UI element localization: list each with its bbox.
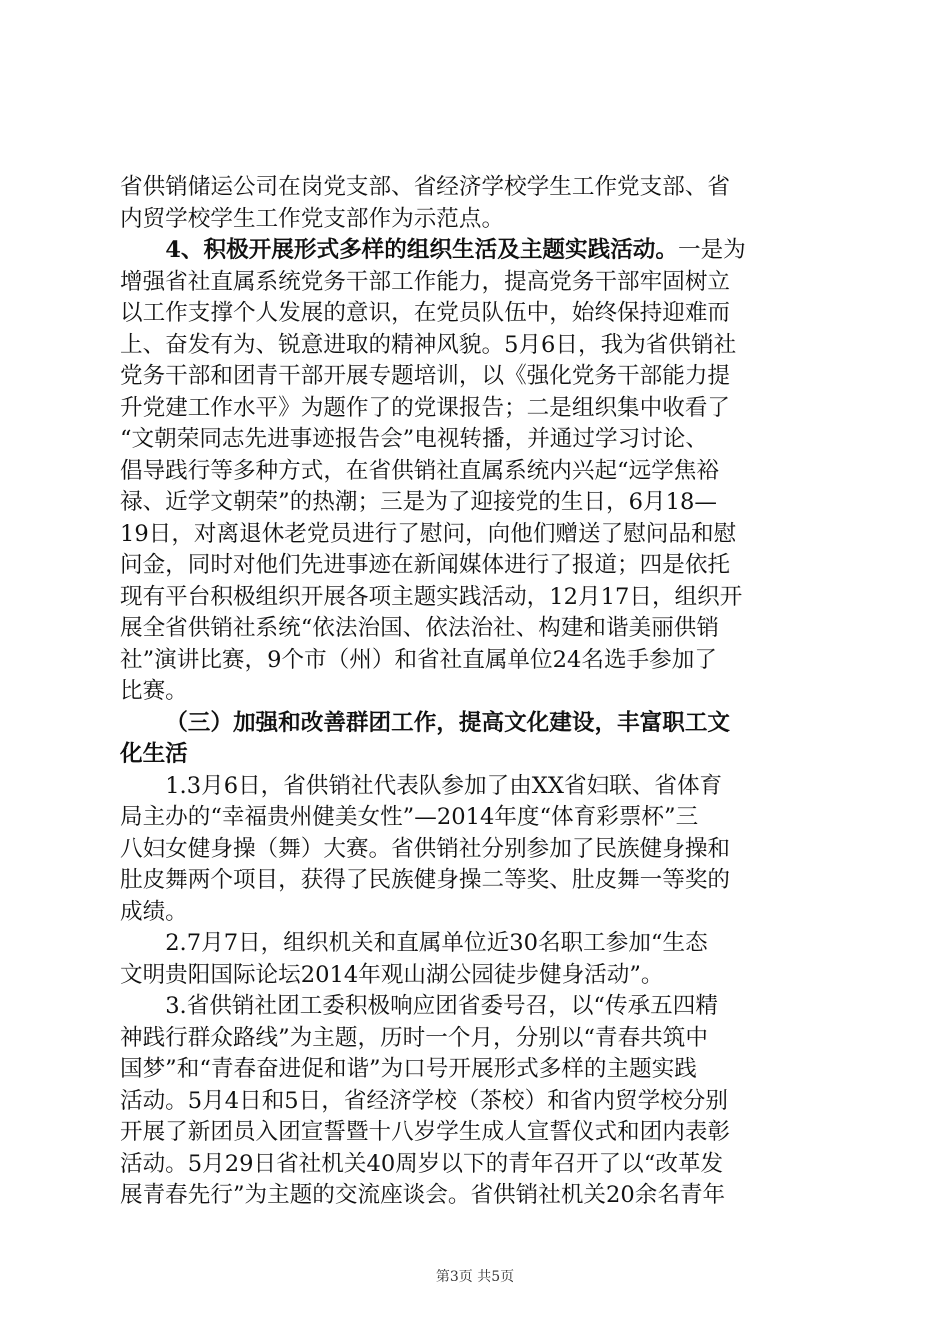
text-line [120, 298, 832, 330]
body-text: 倡导践行等多种方式，在省供销社直属系统内兴起“远学焦裕 [120, 457, 719, 484]
body-text: 2.7月7日，组织机关和直属单位近30名职工参加“生态 [165, 930, 708, 956]
body-text: 一是为 [677, 237, 746, 263]
text-line [120, 960, 832, 992]
body-text: 现有平台积极组织开展各项主题实践活动，12月17日，组织开 [120, 583, 743, 610]
text-line [120, 267, 832, 299]
text-line [120, 235, 832, 267]
body-text: 文明贵阳国际论坛2014年观山湖公园徒步健身活动”。 [120, 961, 664, 988]
body-text: 开展了新团员入团宣誓暨十八岁学生成人宣誓仪式和团内表彰 [120, 1119, 731, 1145]
document-body [120, 172, 832, 1212]
body-text: 上、奋发有为、锐意进取的精神风貌。5月6日，我为省供销社 [120, 331, 737, 358]
body-text: 比赛。 [120, 678, 188, 704]
body-text: 3.省供销社团工委积极响应团省委号召，以“传承五四精 [165, 993, 718, 1019]
text-line [120, 361, 832, 393]
text-line [120, 1054, 832, 1086]
body-text: 局主办的“幸福贵州健美女性”—2014年度“体育彩票杯”三 [120, 804, 699, 830]
page-footer [0, 1268, 950, 1286]
body-text: 展全省供销社系统“依法治国、依法治社、构建和谐美丽供销 [120, 615, 719, 641]
body-text: 禄、近学文朝荣”的热潮；三是为了迎接党的生日，6月18— [120, 489, 717, 515]
text-line [120, 1117, 832, 1149]
text-line [120, 928, 832, 960]
body-text: 神践行群众路线”为主题，历时一个月，分别以“青春共筑中 [120, 1024, 708, 1051]
text-line [120, 204, 832, 236]
body-text: 八妇女健身操（舞）大赛。省供销社分别参加了民族健身操和 [120, 835, 731, 862]
text-line [120, 897, 832, 929]
body-text: 展青春先行”为主题的交流座谈会。省供销社机关20余名青年 [120, 1182, 726, 1208]
body-text: 肚皮舞两个项目，获得了民族健身操二等奖、肚皮舞一等奖的 [120, 867, 731, 893]
text-line [120, 1180, 832, 1212]
body-text: “文朝荣同志先进事迹报告会”电视转播，并通过学习讨论、 [120, 426, 708, 452]
text-line [120, 456, 832, 488]
text-line [120, 771, 832, 803]
text-line [120, 991, 832, 1023]
text-line [120, 802, 832, 834]
body-text: 升党建工作水平》为题作了的党课报告；二是组织集中收看了 [120, 394, 731, 421]
body-text: 省供销储运公司在岗党支部、省经济学校学生工作党支部、省 [120, 174, 731, 200]
bold-text: 4、积极开展形式多样的组织生活及主题实践活动。 [165, 237, 678, 263]
body-text: 增强省社直属系统党务干部工作能力，提高党务干部牢固树立 [120, 268, 731, 295]
text-line [120, 1023, 832, 1055]
body-text: 党务干部和团青干部开展专题培训，以《强化党务干部能力提 [120, 363, 731, 389]
text-line [120, 393, 832, 425]
page-number: 第3页 共5页 [435, 1269, 515, 1285]
body-text: 活动。5月4日和5日，省经济学校（茶校）和省内贸学校分别 [120, 1087, 728, 1114]
body-text: 1.3月6日，省供销社代表队参加了由XX省妇联、省体育 [165, 772, 723, 799]
text-line [120, 1086, 832, 1118]
text-line [120, 550, 832, 582]
body-text: 成绩。 [120, 898, 188, 925]
text-line [120, 739, 832, 771]
text-line [120, 330, 832, 362]
body-text: 国梦”和“青春奋进促和谐”为口号开展形式多样的主题实践 [120, 1056, 697, 1082]
text-line [120, 676, 832, 708]
text-line [120, 519, 832, 551]
text-line [120, 645, 832, 677]
body-text: 问金，同时对他们先进事迹在新闻媒体进行了报道；四是依托 [120, 552, 731, 578]
text-line [120, 613, 832, 645]
bold-text: （三）加强和改善群团工作，提高文化建设，丰富职工文 [165, 709, 731, 736]
bold-text: 化生活 [120, 741, 188, 767]
text-line [120, 708, 832, 740]
body-text: 活动。5月29日省社机关40周岁以下的青年召开了以“改革发 [120, 1150, 724, 1177]
body-text: 社”演讲比赛，9个市（州）和省社直属单位24名选手参加了 [120, 646, 717, 673]
text-line [120, 865, 832, 897]
text-line [120, 424, 832, 456]
text-line [120, 582, 832, 614]
body-text: 以工作支撑个人发展的意识，在党员队伍中，始终保持迎难而 [120, 300, 731, 326]
text-line [120, 487, 832, 519]
text-line [120, 834, 832, 866]
body-text: 内贸学校学生工作党支部作为示范点。 [120, 205, 505, 232]
text-line [120, 172, 832, 204]
text-line [120, 1149, 832, 1181]
body-text: 19日，对离退休老党员进行了慰问，向他们赠送了慰问品和慰 [120, 520, 737, 547]
